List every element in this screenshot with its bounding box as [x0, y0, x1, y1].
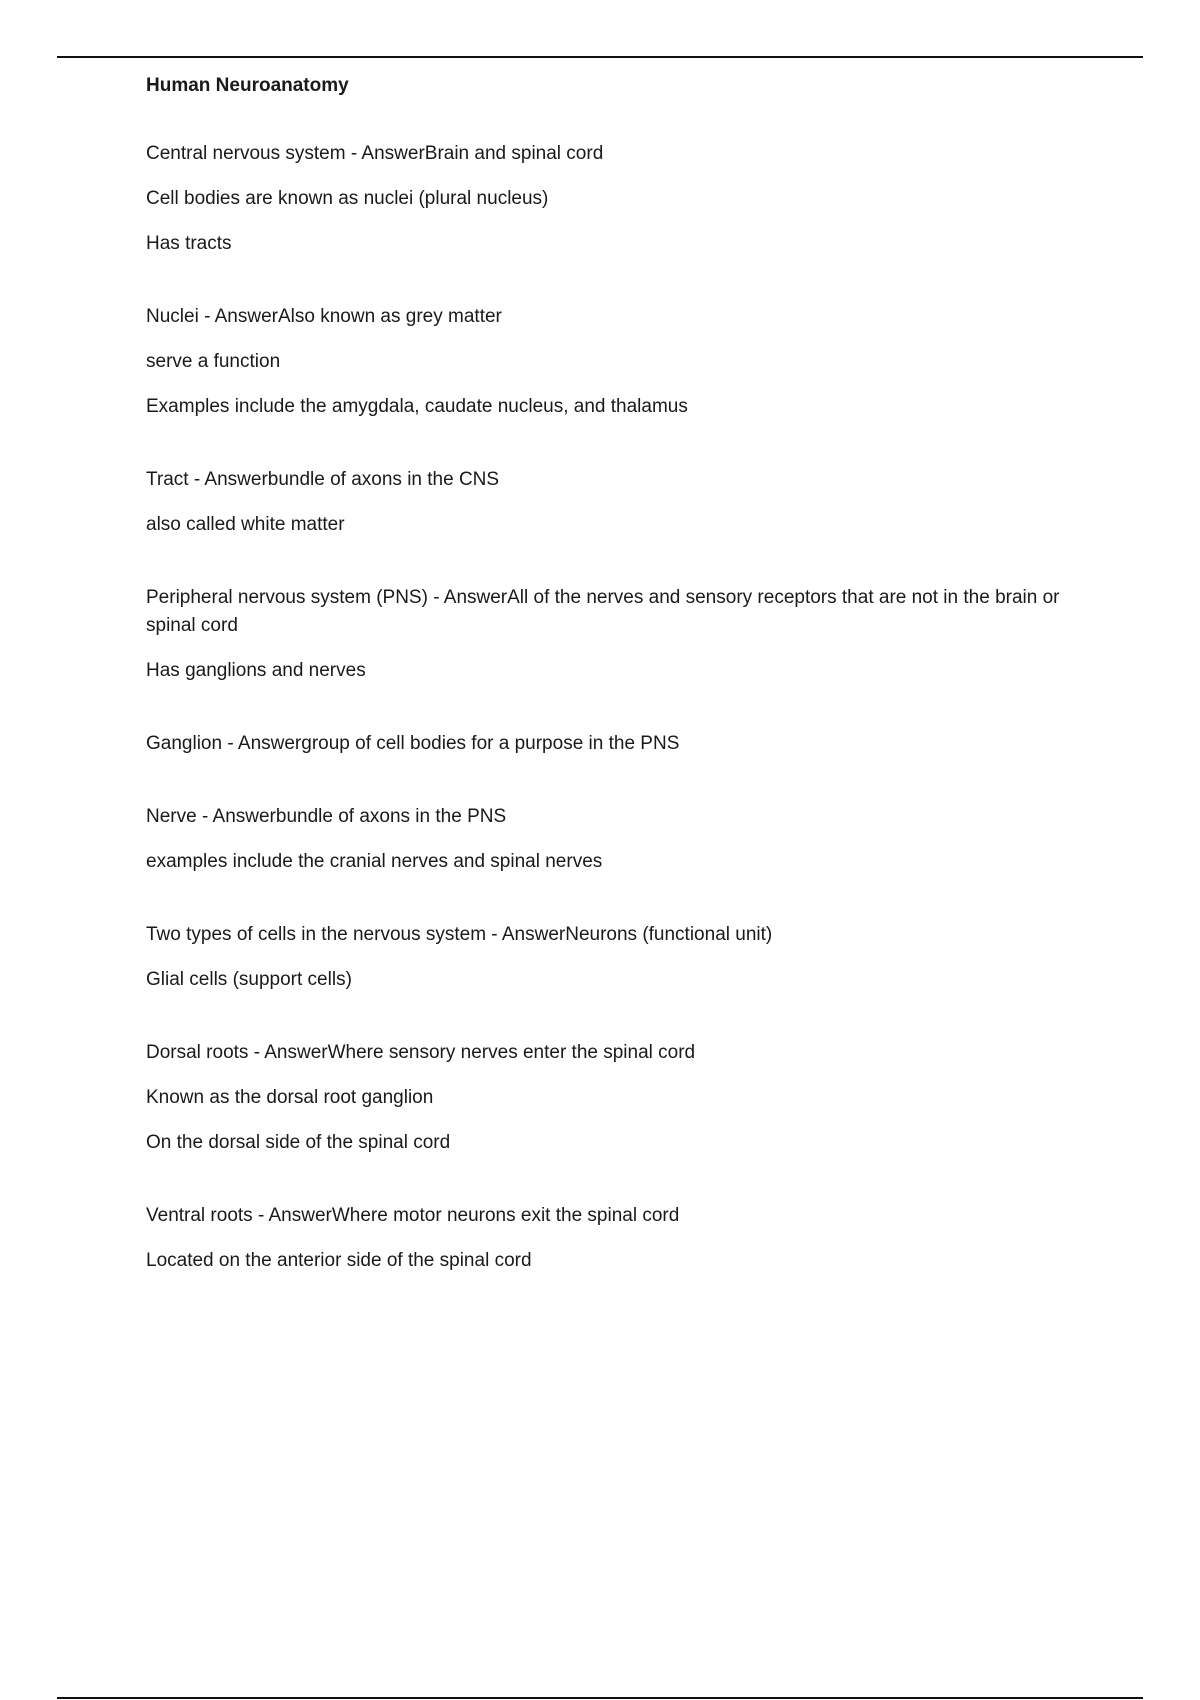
entry-line: On the dorsal side of the spinal cord — [146, 1132, 451, 1153]
entry-line: Central nervous system - AnswerBrain and spinal cord — [146, 143, 604, 164]
entry-line: Nerve - Answerbundle of axons in the PNS — [146, 806, 507, 827]
entry-line: examples include the cranial nerves and spinal nerves — [146, 851, 603, 872]
entry-dorsal-roots — [146, 1039, 1066, 1157]
entry-line: Examples include the amygdala, caudate nucleus, and thalamus — [146, 396, 688, 417]
entry-central-nervous-system — [146, 140, 1066, 258]
entry-nuclei — [146, 303, 1066, 421]
document-body — [146, 72, 1066, 1320]
entry-line: Ganglion - Answergroup of cell bodies for a purpose in the PNS — [146, 733, 680, 754]
entry-line: serve a function — [146, 351, 281, 372]
document-title: Human Neuroanatomy — [146, 75, 349, 96]
entry-line: Two types of cells in the nervous system - AnswerNeurons (functional unit) — [146, 924, 773, 945]
entry-tract — [146, 466, 1066, 539]
entry-line: Dorsal roots - AnswerWhere sensory nerves enter the spinal cord — [146, 1042, 696, 1063]
entry-line: Located on the anterior side of the spinal cord — [146, 1250, 532, 1271]
entry-line: Cell bodies are known as nuclei (plural nucleus) — [146, 188, 549, 209]
entry-nerve — [146, 803, 1066, 876]
entry-cell-types — [146, 921, 1066, 994]
entry-line: Has tracts — [146, 233, 232, 254]
entry-ganglion — [146, 730, 1066, 758]
entry-line: Nuclei - AnswerAlso known as grey matter — [146, 306, 502, 327]
entry-line: Tract - Answerbundle of axons in the CNS — [146, 469, 500, 490]
entry-peripheral-nervous-system — [146, 584, 1066, 685]
entry-line: Ventral roots - AnswerWhere motor neurons exit the spinal cord — [146, 1205, 680, 1226]
top-rule — [57, 56, 1143, 58]
entry-line: also called white matter — [146, 514, 345, 535]
entry-line: Glial cells (support cells) — [146, 969, 352, 990]
bottom-rule — [57, 1697, 1143, 1699]
entry-line: Has ganglions and nerves — [146, 660, 366, 681]
entry-line: Peripheral nervous system (PNS) - AnswerAll of the nerves and sensory receptors that are not in the brain or spinal cord — [146, 587, 1060, 636]
entry-ventral-roots — [146, 1202, 1066, 1275]
entry-line: Known as the dorsal root ganglion — [146, 1087, 434, 1108]
